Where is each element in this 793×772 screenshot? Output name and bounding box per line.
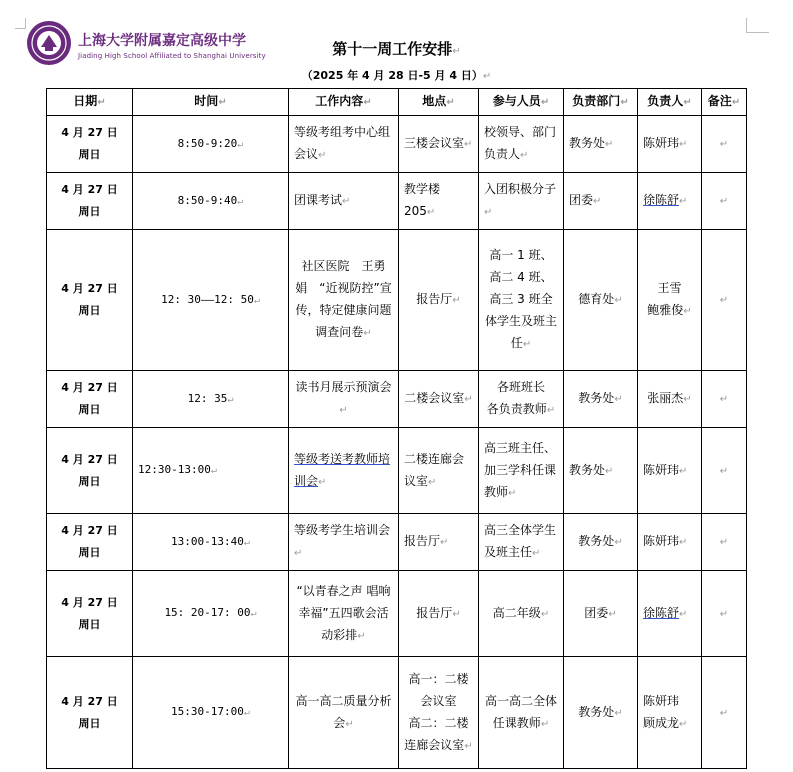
header-place: 地点↵ <box>399 89 479 116</box>
header-date: 日期↵ <box>47 89 133 116</box>
table-header-row <box>47 89 747 116</box>
cell-place: 二楼连廊会议室↵ <box>399 428 479 514</box>
cell-person: 陈妍玮↵ <box>638 428 702 514</box>
table-row <box>47 571 747 657</box>
cell-person: 张丽杰↵ <box>638 371 702 428</box>
cell-dept: 教务处↵ <box>564 428 638 514</box>
cell-content: 社区医院 王勇娟 “近视防控”宣传，特定健康问题调查问卷↵ <box>289 230 399 371</box>
cell-person: 陈妍玮 顾成龙↵ <box>638 657 702 769</box>
cell-date: 4 月 27 日 周日 <box>47 230 133 371</box>
cell-participants: 校领导、部门负责人↵ <box>479 116 564 173</box>
cell-time: 13:00-13:40↵ <box>133 514 289 571</box>
cell-date: 4 月 27 日 周日 <box>47 514 133 571</box>
cell-participants: 各班班长 各负责教师↵ <box>479 371 564 428</box>
table-row <box>47 173 747 230</box>
schedule-table <box>46 88 747 769</box>
cell-dept: 德育处↵ <box>564 230 638 371</box>
page-title: 第十一周工作安排↵ <box>332 40 461 58</box>
cell-content: 等级考组考中心组会议↵ <box>289 116 399 173</box>
header-time: 时间↵ <box>133 89 289 116</box>
cell-content: 高一高二质量分析会↵ <box>289 657 399 769</box>
cell-person: 王雪 鲍雅俊↵ <box>638 230 702 371</box>
school-name-en: Jiading High School Affiliated to Shanghai University <box>78 52 266 60</box>
cell-place: 高一：二楼会议室 高二：二楼连廊会议室↵ <box>399 657 479 769</box>
cell-date: 4 月 27 日 周日 <box>47 371 133 428</box>
cell-note: ↵ <box>702 230 747 371</box>
cell-note: ↵ <box>702 428 747 514</box>
cell-note: ↵ <box>702 514 747 571</box>
table-row <box>47 657 747 769</box>
cell-place: 报告厅↵ <box>399 230 479 371</box>
cell-time: 15:30-17:00↵ <box>133 657 289 769</box>
cell-time: 12:30-13:00↵ <box>133 428 289 514</box>
cell-place: 报告厅↵ <box>399 514 479 571</box>
cell-person: 陈妍玮↵ <box>638 116 702 173</box>
cell-participants: 入团积极分子↵ <box>479 173 564 230</box>
cell-participants: 高三班主任、加三学科任课教师↵ <box>479 428 564 514</box>
cell-time: 8:50-9:40↵ <box>133 173 289 230</box>
cell-date: 4 月 27 日 周日 <box>47 173 133 230</box>
cell-dept: 教务处↵ <box>564 116 638 173</box>
table-row <box>47 230 747 371</box>
header-person: 负责人↵ <box>638 89 702 116</box>
table-row <box>47 428 747 514</box>
cell-participants: 高二年级↵ <box>479 571 564 657</box>
page-subtitle: （2025 年 4 月 28 日-5 月 4 日）↵ <box>301 69 492 82</box>
cell-time: 15: 20-17: 00↵ <box>133 571 289 657</box>
cell-dept: 团委↵ <box>564 173 638 230</box>
cell-participants: 高一高二全体任课教师↵ <box>479 657 564 769</box>
cell-content: 读书月展示预演会↵ <box>289 371 399 428</box>
crop-mark-top-right <box>746 18 769 33</box>
cell-date: 4 月 27 日 周日 <box>47 116 133 173</box>
cell-date: 4 月 27 日 周日 <box>47 657 133 769</box>
cell-place: 报告厅↵ <box>399 571 479 657</box>
cell-note: ↵ <box>702 116 747 173</box>
cell-content: 等级考送考教师培训会↵ <box>289 428 399 514</box>
cell-dept: 教务处↵ <box>564 514 638 571</box>
header-dept: 负责部门↵ <box>564 89 638 116</box>
cell-person: 陈妍玮↵ <box>638 514 702 571</box>
cell-note: ↵ <box>702 571 747 657</box>
cell-content: 团课考试↵ <box>289 173 399 230</box>
cell-participants: 高三全体学生及班主任↵ <box>479 514 564 571</box>
header-participants: 参与人员↵ <box>479 89 564 116</box>
cell-content: 等级考学生培训会↵ <box>289 514 399 571</box>
cell-time: 12: 30——12: 50↵ <box>133 230 289 371</box>
table-row <box>47 116 747 173</box>
cell-person: 徐陈舒↵ <box>638 173 702 230</box>
cell-place: 教学楼 205↵ <box>399 173 479 230</box>
cell-note: ↵ <box>702 657 747 769</box>
cell-participants: 高一 1 班、高二 4 班、高三 3 班全体学生及班主任↵ <box>479 230 564 371</box>
cell-note: ↵ <box>702 173 747 230</box>
cell-place: 二楼会议室↵ <box>399 371 479 428</box>
cell-place: 三楼会议室↵ <box>399 116 479 173</box>
cell-dept: 团委↵ <box>564 571 638 657</box>
cell-date: 4 月 27 日 周日 <box>47 571 133 657</box>
cell-person: 徐陈舒↵ <box>638 571 702 657</box>
cell-content: “以青春之声 唱响幸福”五四歌会活动彩排↵ <box>289 571 399 657</box>
cell-dept: 教务处↵ <box>564 371 638 428</box>
header-note: 备注↵ <box>702 89 747 116</box>
school-name-cn: 上海大学附属嘉定高级中学 <box>78 33 246 49</box>
table-row <box>47 371 747 428</box>
cell-note: ↵ <box>702 371 747 428</box>
header-content: 工作内容↵ <box>289 89 399 116</box>
table-row <box>47 514 747 571</box>
cell-dept: 教务处↵ <box>564 657 638 769</box>
crop-mark-top-left <box>15 18 26 29</box>
cell-time: 8:50-9:20↵ <box>133 116 289 173</box>
cell-time: 12: 35↵ <box>133 371 289 428</box>
cell-date: 4 月 27 日 周日 <box>47 428 133 514</box>
